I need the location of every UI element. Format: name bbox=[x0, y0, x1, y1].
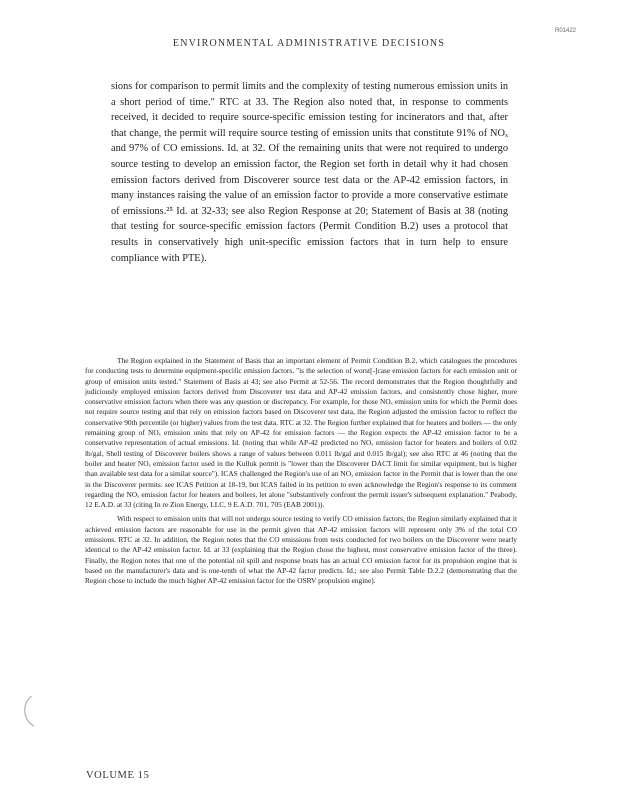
main-body bbox=[85, 356, 517, 587]
footnote-block bbox=[111, 79, 508, 266]
binding-mark-icon bbox=[18, 694, 38, 728]
running-head: ENVIRONMENTAL ADMINISTRATIVE DECISIONS bbox=[172, 38, 446, 49]
body-paragraph: The Region explained in the Statement of Basis that an important element of Permit Condition B.2, which catalogues the procedures for conducting tests to determine equipment-specific emission factors, "is the selection of worst[-]case emission factors for each emission unit or group of emission units tested." Statement of Basis at 43; see also Permit at 52-56. The record demonstrates that the Region thoughtfully and judiciously employed emission factors derived from Discoverer test data and AP-42 emission factors, and consistently chose higher, more conservative emission factors when there was any question or discrepancy. For example, for those NOₓ emission units for which the Permit does not require source testing and that rely on emission factors based on Discoverer test data, the Region adjusted the emission factor to reflect the conservative 90th percentile (or higher) values from the test data. RTC at 32. The Region further explained that for heaters and boilers — the only remaining group of NOₓ emission units that rely on AP-42 for emission factors — the Region expects the AP-42 emission factor to be a conservative representation of actual emissions. Id. (noting that while AP-42 predicted no NOₓ emission factor for heaters and boilers of 0.02 lb/gal, Shell testing of Discoverer boilers shows a range of values between 0.011 lb/gal and 0.015 lb/gal); see also RTC at 46 (noting that the boiler and heater NOₓ emission factor used in the Kulluk permit is "lower than the Discoverer DACT limit for similar equipment, but is higher than available test data for a similar source"). ICAS challenged the Region's use of an NOₓ emission factor in the Permit that is lower than the one in the Discoverer permits. see ICAS Petition at 18-19, but ICAS failed in its petition to even acknowledge the Region's response to its comment regarding the NOₓ emission factor for heaters and boilers, let alone "substantively confront the permit issuer's subsequent explanation." Peabody, 12 E.A.D. at 33 (citing In re Zion Energy, LLC, 9 E.A.D. 701, 705 (EAB 2001)). bbox=[85, 356, 517, 510]
body-paragraph: With respect to emission units that will not undergo source testing to verify CO emission factors, the Region similarly explained that it achieved emission factors are reasonable for use in the permit given that AP-42 emission factors will represent only 3% of the total CO emissions. RTC at 32. In addition, the Region notes that the CO emissions from tests conducted for two boilers on the Discoverer were nearly identical to the AP-42 emission factor. Id. at 33 (explaining that the Region chose the highest, most conservative emission factor of the three). Finally, the Region notes that one of the potential oil spill and response boats has an actual CO emission factor for its propulsion engine that is based on the manufacturer's data and is one-tenth of what the AP-42 factor predicts. Id.; see also Permit Table D.2.2 (demonstrating that the Region chose to include the much higher AP-42 emission factor for the OSRV propulsion engine). bbox=[85, 514, 517, 586]
page-folio: VOLUME 15 bbox=[86, 770, 150, 781]
footnote-paragraph: sions for comparison to permit limits and the complexity of testing numerous emission units in a short period of time." RTC at 33. The Region also noted that, in response to comments received, it decided to require source-specific emission testing for incinerators and that, after that change, the permit will require source testing of emission units that constitute 91% of NOₓ and 97% of CO emissions. Id. at 32. Of the remaining units that were not required to undergo source testing to develop an emission factor, the Region set forth in detail why it had chosen emission factors derived from Discoverer source test data or the AP-42 emission factors, in many instances raising the value of an emission factor to provide a more conservative estimate of emissions.²⁵ Id. at 32-33; see also Region Response at 20; Statement of Basis at 38 (noting that testing for source-specific emission factors (Permit Condition B.2) uses a protocol that results in conservatively high unit-specific emission factors that in turn help to ensure compliance with PTE). bbox=[111, 81, 508, 264]
document-code: R01422 bbox=[555, 28, 577, 34]
